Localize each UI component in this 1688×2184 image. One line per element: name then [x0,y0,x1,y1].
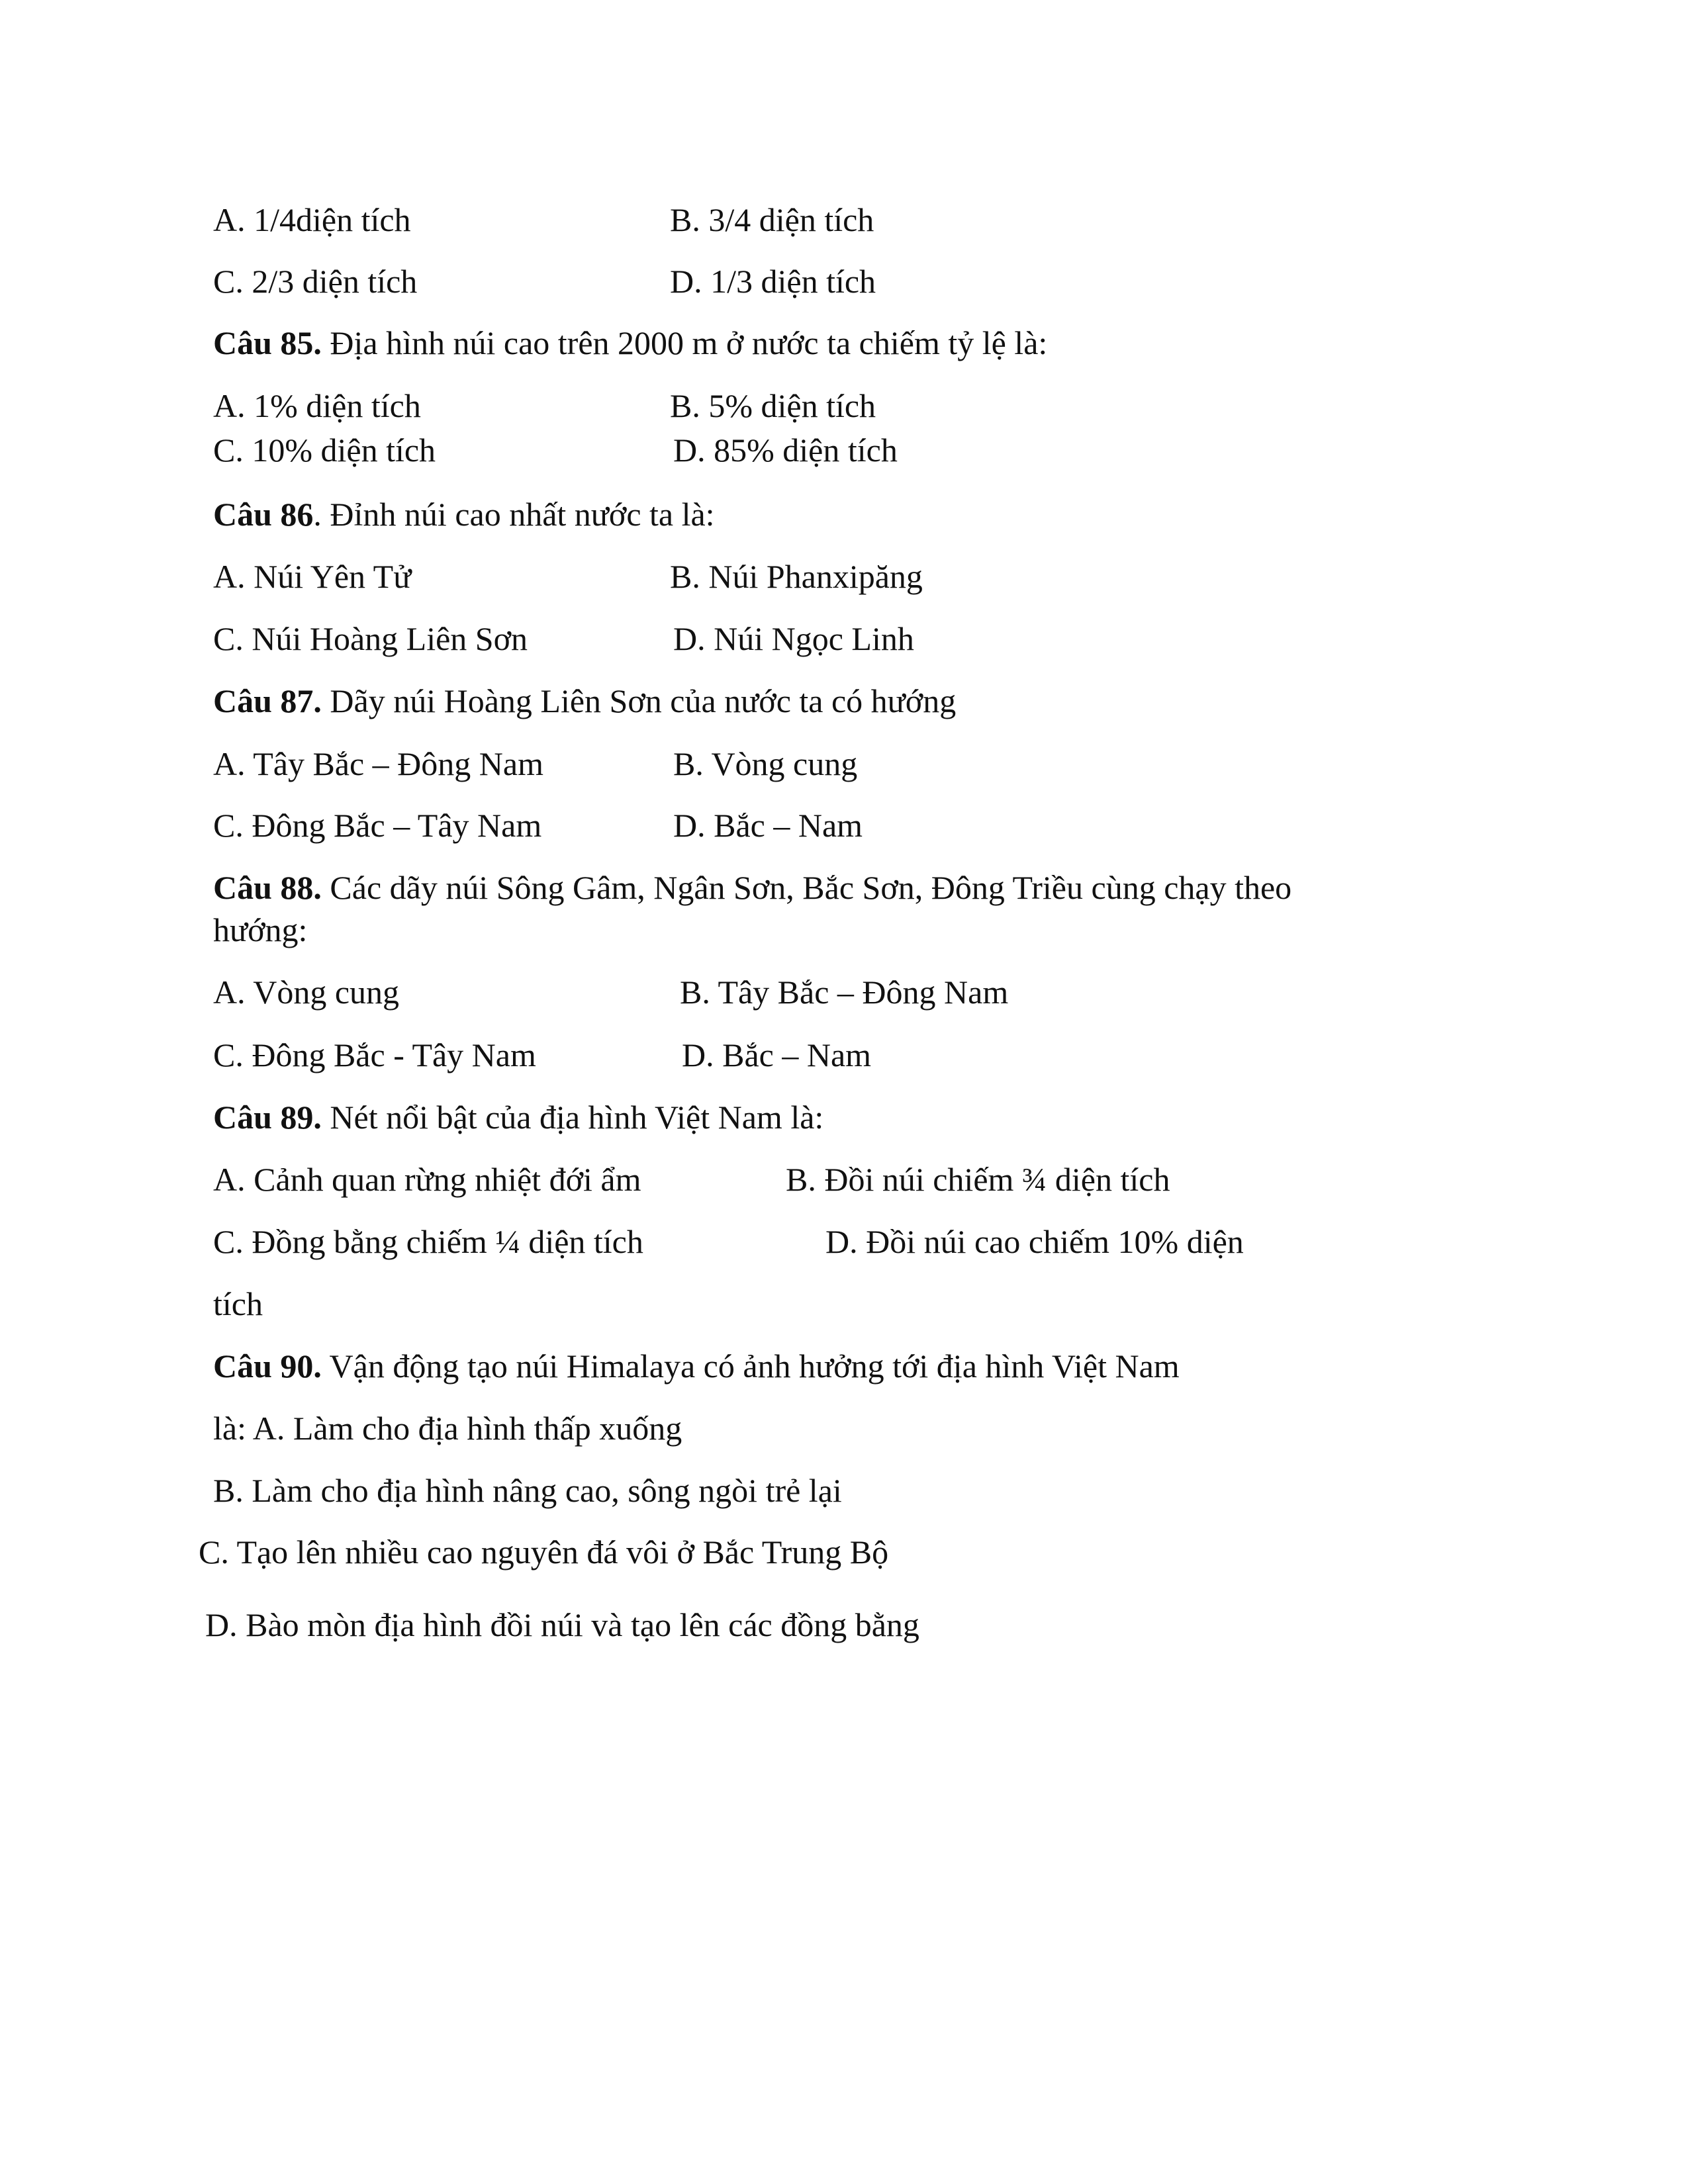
question-number: Câu 86 [213,496,314,533]
question-number: Câu 89. [213,1099,322,1136]
q89-option-d-continuation: tích [213,1285,263,1322]
q89-option-a: A. Cảnh quan rừng nhiệt đới ẩm [213,1161,641,1198]
question-text: Địa hình núi cao trên 2000 m ở nước ta chiếm tỷ lệ là: [321,324,1048,361]
question-85 [213,326,1047,359]
q85-option-b: B. 5% diện tích [670,387,876,424]
q89-option-b: B. Đồi núi chiếm ¾ diện tích [786,1161,1170,1198]
q90-option-c: C. Tạo lên nhiều cao nguyên đá vôi ở Bắc Trung Bộ [199,1533,889,1570]
q85-option-c: C. 10% diện tích [213,432,436,469]
q90-text-continuation: là: A. Làm cho địa hình thấp xuống [213,1410,682,1447]
q90-option-b: B. Làm cho địa hình nâng cao, sông ngòi trẻ lại [213,1472,842,1509]
question-number: Câu 90. [213,1347,322,1385]
question-text: Dãy núi Hoàng Liên Sơn của nước ta có hướng [321,682,957,719]
q88-option-a: A. Vòng cung [213,974,400,1011]
question-text: Các dãy núi Sông Gâm, Ngân Sơn, Bắc Sơn, Đông Triều cùng chạy theo [321,869,1292,906]
question-text: Nét nổi bật của địa hình Việt Nam là: [321,1099,824,1136]
q90-option-d: D. Bào mòn địa hình đồi núi và tạo lên các đồng bằng [205,1606,919,1643]
question-number: Câu 85. [213,324,322,361]
question-text: Vận động tạo núi Himalaya có ảnh hưởng tới địa hình Việt Nam [321,1347,1180,1385]
q85-option-a: A. 1% diện tích [213,387,421,424]
question-90 [213,1349,1180,1383]
q86-option-c: C. Núi Hoàng Liên Sơn [213,620,528,657]
question-87 [213,684,956,717]
question-88 [213,871,1291,904]
q86-option-a: A. Núi Yên Tử [213,558,412,595]
question-number: Câu 87. [213,682,322,719]
q86-option-b: B. Núi Phanxipăng [670,558,923,595]
prev-option-b: B. 3/4 diện tích [670,201,874,238]
question-89 [213,1101,823,1134]
prev-option-d: D. 1/3 diện tích [670,263,876,300]
q89-option-d: D. Đồi núi cao chiếm 10% diện [825,1223,1244,1260]
q86-option-d: D. Núi Ngọc Linh [673,620,914,657]
q87-option-c: C. Đông Bắc – Tây Nam [213,807,542,844]
question-text: . Đỉnh núi cao nhất nước ta là: [313,496,715,533]
q88-text-continuation: hướng: [213,911,308,948]
prev-option-a: A. 1/4diện tích [213,201,411,238]
q89-option-c: C. Đồng bằng chiếm ¼ diện tích [213,1223,643,1260]
q88-option-b: B. Tây Bắc – Đông Nam [680,974,1009,1011]
q87-option-d: D. Bắc – Nam [673,807,863,844]
q88-option-c: C. Đông Bắc - Tây Nam [213,1036,536,1073]
prev-option-c: C. 2/3 diện tích [213,263,418,300]
q87-option-a: A. Tây Bắc – Đông Nam [213,745,543,782]
q88-option-d: D. Bắc – Nam [682,1036,872,1073]
q87-option-b: B. Vòng cung [673,745,858,782]
question-number: Câu 88. [213,869,322,906]
question-86 [213,498,715,531]
q85-option-d: D. 85% diện tích [673,432,898,469]
